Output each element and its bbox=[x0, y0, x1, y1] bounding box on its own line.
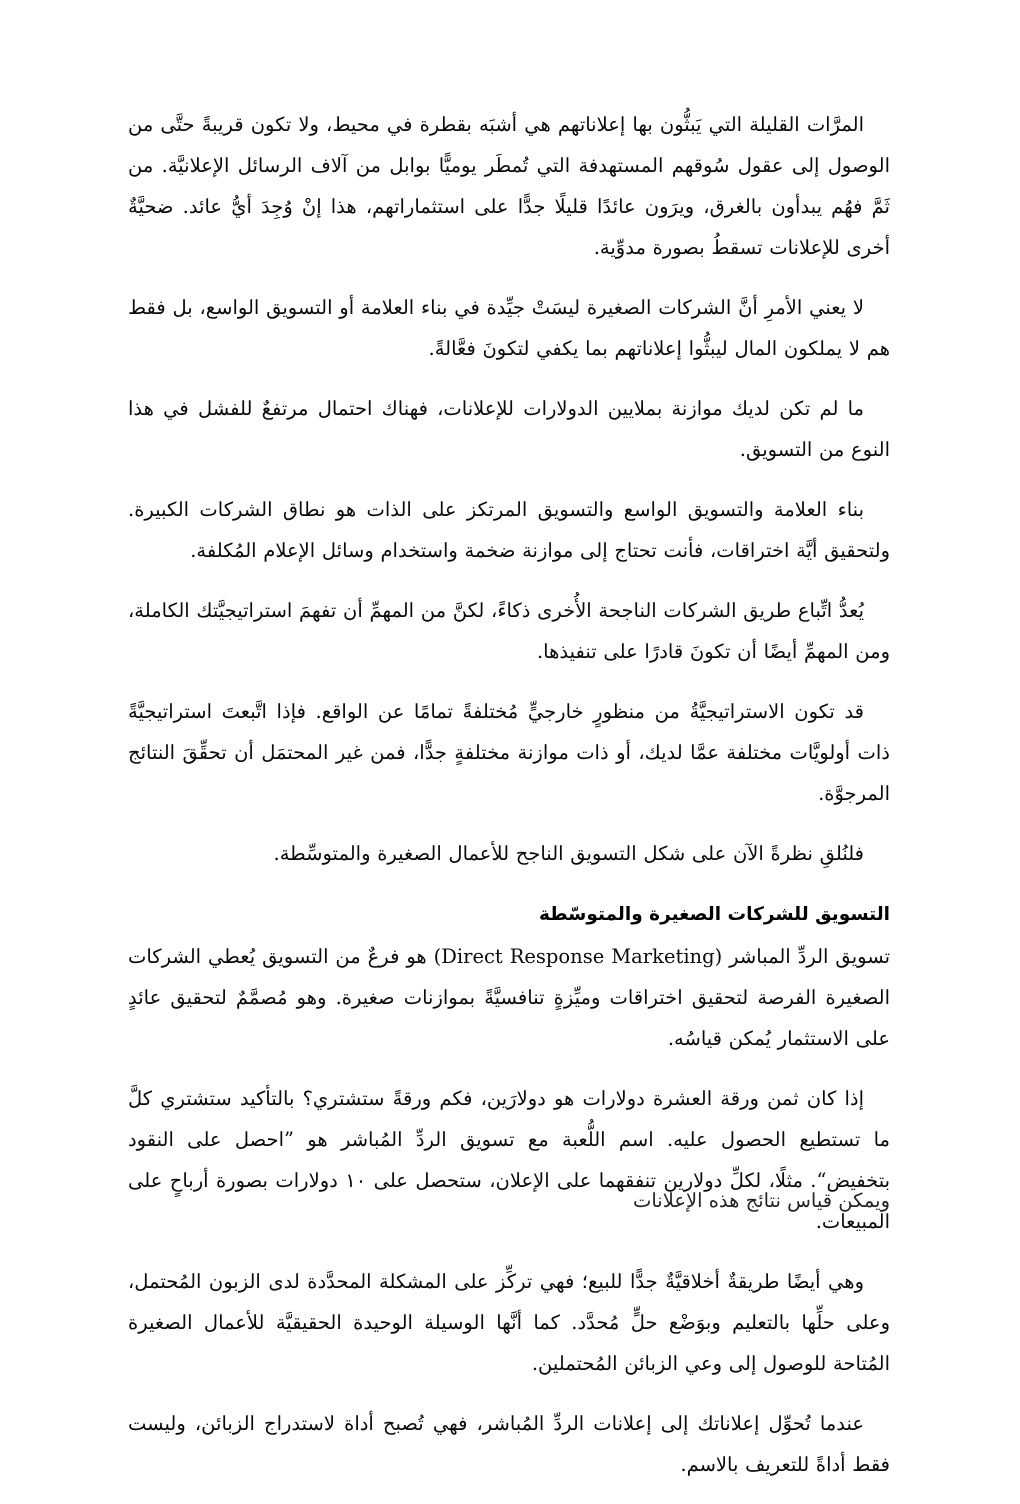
clipped-bottom-line bbox=[0, 1186, 1020, 1212]
paragraph-8-suffix: هو فرعٌ من التسويق يُعطي الشركات الصغيرة الفرصة لتحقيق اختراقات وميِّزةٍ تنافسيَّةً بموازنات صغيرة. وهو مُصمَّمٌ لتحقيق عائدٍ على الاستثمار يُمكن قياسُه. bbox=[128, 945, 890, 1050]
paragraph-8-latin-term: (Direct Response Marketing) bbox=[433, 945, 723, 968]
clipped-bottom-line-text: ويمكن قياس نتائج هذه الإعلانات bbox=[632, 1189, 890, 1212]
paragraph-3: ما لم تكن لديك موازنة بملايين الدولارات للإعلانات، فهناك احتمال مرتفعٌ للفشل في هذا النوع من التسويق. bbox=[128, 397, 890, 461]
paragraph-6: قد تكون الاستراتيجيَّةُ من منظورٍ خارجيٍّ مُختلفةً تمامًا عن الواقع. فإذا اتَّبعتَ استراتيجيَّةً ذات أولويَّات مختلفة عمَّا لديك، أو ذات موازنة مختلفةٍ جدًّا، فمن غير المحتمَل أن تحقِّقَ النتائج المرجوَّة. bbox=[128, 700, 890, 805]
text-column bbox=[128, 104, 890, 1504]
paragraph-8 bbox=[128, 936, 890, 1059]
paragraph-4: بناء العلامة والتسويق الواسع والتسويق المرتكز على الذات هو نطاق الشركات الكبيرة. ولتحقيق أيَّة اختراقات، فأنت تحتاج إلى موازنة ضخمة واستخدام وسائل الإعلام المُكلفة. bbox=[128, 498, 890, 562]
paragraph-9: إذا كان ثمن ورقة العشرة دولارات هو دولارَين، فكم ورقةً ستشتري؟ بالتأكيد ستشتري كلَّ ما تستطيع الحصول عليه. اسم اللُّعبة مع تسويق الردِّ المُباشر هو ”احصل على النقود بتخفيض“. مثلًا، لكلِّ دولارين تنفقهما على الإعلان، ستحصل على ١٠ دولارات بصورة أرباحٍ على المبيعات. bbox=[128, 1087, 891, 1233]
paragraph-2: لا يعني الأمرِ أنَّ الشركات الصغيرة ليسَتْ جيِّدة في بناء العلامة أو التسويق الواسع، بل فقط هم لا يملكون المال ليبثُّوا إعلاناتهم بما يكفي لتكونَ فعَّالةً. bbox=[128, 296, 890, 360]
section-heading-smb-marketing: التسويق للشركات الصغيرة والمتوسّطة bbox=[538, 904, 890, 925]
paragraph-1: المرَّات القليلة التي يَبثُّون بها إعلاناتهم هي أشبَه بقطرة في محيط، ولا تكون قريبةً حتَّى من الوصول إلى عقول سُوقهم المستهدفة التي تُمطَر يوميًّا بوابل من آلاف الرسائل الإعلانيَّة. من ثَمَّ فهُم يبدأون بالغرق، ويرَون عائدًا قليلًا جدًّا على استثماراتهم، هذا إنْ وُجِدَ أيُّ عائد. ضحيَّةٌ أخرى للإعلانات تسقطُ بصورة مدوِّية. bbox=[128, 113, 890, 259]
paragraph-11: عندما تُحوِّل إعلاناتك إلى إعلانات الردِّ المُباشر، فهي تُصبح أداة لاستدراج الزبائن، وليست فقط أداةً للتعريف بالاسم. bbox=[128, 1412, 890, 1476]
paragraph-10: وهي أيضًا طريقةٌ أخلاقيَّةٌ جدًّا للبيع؛ فهي تركِّز على المشكلة المحدَّدة لدى الزبون المُحتمل، وعلى حلِّها بالتعليم وبوَضْع حلٍّ مُحدَّد. كما أنَّها الوسيلة الوحيدة الحقيقيَّة للأعمال الصغيرة المُتاحة للوصول إلى وعي الزبائن المُحتملين. bbox=[128, 1270, 890, 1375]
paragraph-5: يُعدُّ اتِّباع طريق الشركات الناجحة الأُخرى ذكاءً، لكنَّ من المهمِّ أن تفهمَ استراتيجيَّتك الكاملة، ومن المهمِّ أيضًا أن تكونَ قادرًا على تنفيذها. bbox=[128, 599, 890, 663]
paragraph-7: فلنُلقِ نظرةً الآن على شكل التسويق الناجح للأعمال الصغيرة والمتوسِّطة. bbox=[273, 842, 864, 865]
paragraph-8-prefix: تسويق الردِّ المباشر bbox=[722, 945, 891, 968]
